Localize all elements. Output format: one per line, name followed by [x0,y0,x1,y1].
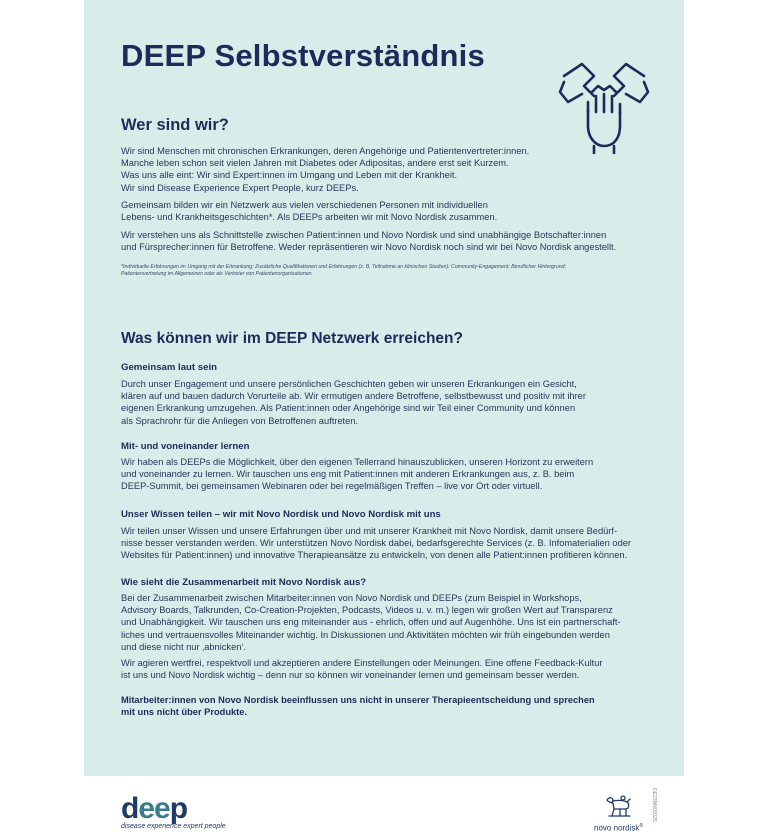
text-line: Mitarbeiter:innen von Novo Nordisk beeinflussen uns nicht in unserer Therapieentscheidung und sprechen [121,695,595,705]
subheading-loud: Gemeinsam laut sein [121,362,217,373]
text-line: und Unabhängigkeit. Wir tauschen uns eng miteinander aus - ehrlich, offen und auf Augenhöhe. Uns ist ein partnerschaft- [121,617,621,628]
text-line: Lebens- und Krankheitsgeschichten*. Als DEEPs arbeiten wir mit Novo Nordisk zusammen. [121,212,498,223]
joined-hands-icon [558,62,650,154]
share-paragraph [121,525,661,562]
text-line: Gemeinsam bilden wir ein Netzwerk aus vielen verschiedenen Personen mit individuellen [121,200,488,210]
text-line: und diese nicht nur ‚abnicken‘. [121,641,247,652]
respect-paragraph [121,657,661,681]
text-line: als Sprachrohr für die Anliegen von Betroffenen auftreten. [121,415,359,426]
deep-tagline: disease experience expert people [121,823,226,830]
text-line: Was uns alle eint: Wir sind Expert:innen im Umgang und Leben mit der Krankheit. [121,170,458,181]
text-line: nisse besser verstanden werden. Wir unterstützen Novo Nordisk dabei, bedarfsgerechte Services (z. B. Infomaterialien oder [121,538,632,549]
text-line: Wir teilen unser Wissen und unsere Erfahrungen über und mit unserer Krankheit mit Novo Nordisk, damit unsere Bedürf- [121,526,618,536]
text-line: liches und vertrauensvolles Miteinander wichtig. In Diskussionen und Aktivitäten möchten wir früh eingebunden werden [121,629,610,640]
text-line: Durch unser Engagement und unsere persönlichen Geschichten geben wir unseren Erkrankungen ein Gesicht, [121,379,577,389]
subheading-share: Unser Wissen teilen – wir mit Novo Nordisk und Novo Nordisk mit uns [121,509,441,520]
loud-paragraph [121,378,661,427]
text-line: mit uns nicht über Produkte. [121,707,248,718]
intro-paragraph [121,145,661,194]
interface-paragraph [121,229,661,253]
text-line: Wir sind Menschen mit chronischen Erkrankungen, deren Angehörige und Patientenvertreter:innen. [121,146,530,156]
text-line: klären auf und bauen dadurch Vorurteile ab. Wir ermutigen andere Betroffene, selbstbewusst und positiv mit ihrer [121,391,586,402]
nn-logo-text: novo nordisk [594,823,640,833]
text-line: eigenen Erkrankung umzugehen. Als Patient:innen oder Angehörige sind wir Teil einer Community und können [121,403,576,414]
footnote-line: Patientenvertretung im Allgemeinen oder als Vertreter von Patientenorganisationen. [121,271,313,277]
text-line: Wir haben als DEEPs die Möglichkeit, über den eigenen Tellerrand hinauszublicken, unseren Horizont zu erweitern [121,457,594,467]
collaboration-paragraph [121,592,661,653]
subheading-learn: Mit- und voneinander lernen [121,441,250,452]
text-line: Wir agieren wertfrei, respektvoll und akzeptieren andere Einstellungen oder Meinungen. Eine offene Feedback-Kultur [121,658,603,668]
deep-logo-p: p [169,792,188,825]
subheading-collaboration: Wie sieht die Zusammenarbeit mit Novo Nordisk aus? [121,577,367,588]
page-title: DEEP Selbstverständnis [121,38,485,73]
closing-statement [121,694,661,718]
network-paragraph [121,199,661,223]
section-heading-achieve: Was können wir im DEEP Netzwerk erreichen? [121,330,463,347]
section-heading-who: Wer sind wir? [121,116,229,134]
text-line: Wir verstehen uns als Schnittstelle zwischen Patient:innen und Novo Nordisk und sind unabhängige Botschafter:innen [121,230,607,240]
text-line: und Fürsprecher:innen für Betroffene. Weder repräsentieren wir Novo Nordisk noch sind wir bei Novo Nordisk angestellt. [121,242,617,253]
novo-nordisk-logo-text [594,823,643,833]
text-line: Websites für Patient:innen) und innovative Therapieansätze zu entwickeln, von denen alle Patient:innen profitieren können. [121,550,628,561]
footnote [121,264,661,278]
footnote-line: *Individuelle Erfahrungen im Umgang mit der Erkrankung; Zusätzliche Qualifikationen und Erfahrungen (z. B. Teilnahme an klinischen Studien); Community-Engagement; Beruflicher Hintergrund; [121,264,567,270]
apis-bull-icon [604,794,632,820]
text-line: Advisory Boards, Talkrunden, Co-Creation-Projekten, Podcasts, Videos u. v. m.) legen wir großen Wert auf Transparenz [121,605,613,616]
text-line: DEEP-Summit, bei gemeinsamen Webinaren oder bei regelmäßigen Treffen – live vor Ort oder virtuell. [121,481,543,492]
document-code: DE23NN00025 [651,788,657,822]
deep-logo-ee: ee [138,792,170,825]
text-line: ist uns und Novo Nordisk wichtig – denn nur so können wir voneinander lernen und gemeinsam besser werden. [121,670,580,681]
text-line: Manche leben schon seit vielen Jahren mit Diabetes oder Adipositas, andere erst seit Kurzem. [121,158,509,169]
learn-paragraph [121,456,661,493]
text-line: Bei der Zusammenarbeit zwischen Mitarbeiter:innen von Novo Nordisk und DEEPs (zum Beispiel in Workshops, [121,593,582,603]
registered-mark: ® [639,823,644,829]
text-line: Wir sind Disease Experience Expert People, kurz DEEPs. [121,182,359,193]
deep-logo-d: d [121,792,139,825]
deep-logo [121,794,187,824]
text-line: und voneinander zu lernen. Wir tauschen uns eng mit Patient:innen mit anderen Erkrankungen aus, z. B. beim [121,469,575,480]
